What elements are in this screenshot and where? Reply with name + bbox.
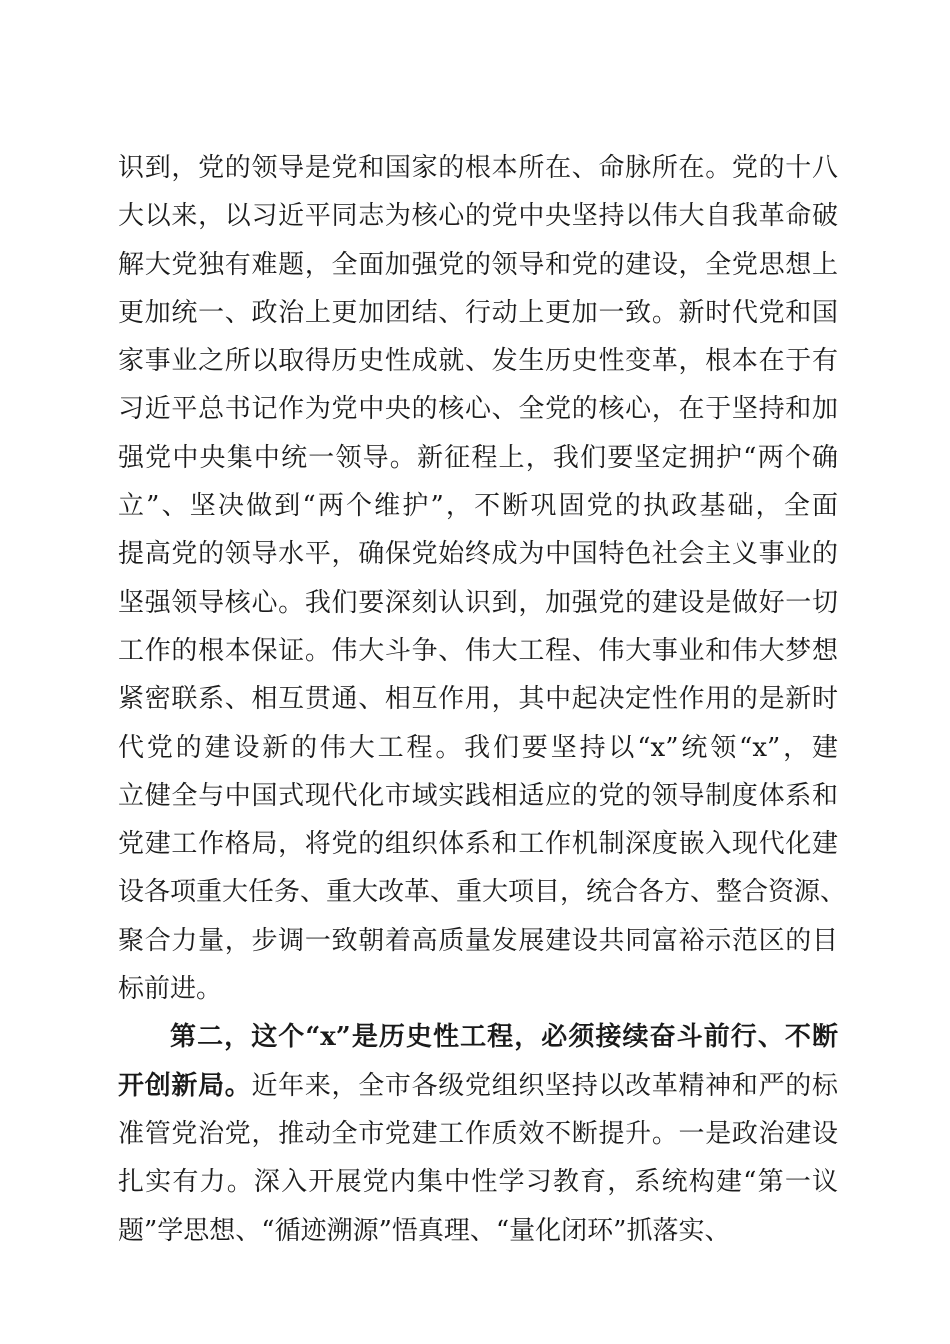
text-line: 工作的根本保证。伟大斗争、伟大工程、伟大事业和伟大梦想 (118, 635, 838, 666)
text-line: 立健全与中国式现代化市域实践相适应的党的领导制度体系和 (118, 780, 838, 811)
text-line: 扎实有力。深入开展党内集中性学习教育，系统构建“第一议 (118, 1167, 838, 1198)
text-line (118, 1062, 838, 1110)
text-line: 大以来，以习近平同志为核心的党中央坚持以伟大自我革命破 (118, 201, 838, 232)
text-line: 提高党的领导水平，确保党始终成为中国特色社会主义事业的 (118, 539, 838, 570)
text-line: 习近平总书记作为党中央的核心、全党的核心，在于坚持和加 (118, 394, 838, 425)
section-heading-end: 开创新局。 (118, 1070, 252, 1101)
section-heading: 第二，这个“x”是历史性工程，必须接续奋斗前行、不断 (170, 1022, 838, 1053)
text-line: 家事业之所以取得历史性成就、发生历史性变革，根本在于有 (118, 346, 838, 377)
text-line: 紧密联系、相互贯通、相互作用，其中起决定性作用的是新时 (118, 684, 838, 715)
text-line: 更加统一、政治上更加团结、行动上更加一致。新时代党和国 (118, 297, 838, 328)
text-line: 题”学思想、“循迹溯源”悟真理、“量化闭环”抓落实、 (118, 1215, 731, 1246)
text-span: 近年来，全市各级党组织坚持以改革精神和严的标 (251, 1070, 838, 1101)
text-line: 设各项重大任务、重大改革、重大项目，统合各方、整合资源、 (118, 877, 847, 908)
text-line: 标前进。 (118, 974, 223, 1005)
text-line: 坚强领导核心。我们要深刻认识到，加强党的建设是做好一切 (118, 587, 838, 618)
document-body (118, 144, 847, 1255)
text-line: 解大党独有难题，全面加强党的领导和党的建设，全党思想上 (118, 249, 838, 280)
text-line: 识到，党的领导是党和国家的根本所在、命脉所在。党的十八 (118, 153, 838, 183)
text-line: 代党的建设新的伟大工程。我们要坚持以“x”统领“x”，建 (118, 732, 838, 763)
text-line: 准管党治党，推动全市党建工作质效不断提升。一是政治建设 (118, 1118, 838, 1149)
text-line: 立”、坚决做到“两个维护”，不断巩固党的执政基础，全面 (118, 491, 838, 522)
text-line: 聚合力量，步调一致朝着高质量发展建设共同富裕示范区的目 (118, 925, 838, 956)
text-line: 强党中央集中统一领导。新征程上，我们要坚定拥护“两个确 (118, 442, 838, 473)
text-line: 党建工作格局，将党的组织体系和工作机制深度嵌入现代化建 (118, 829, 838, 860)
